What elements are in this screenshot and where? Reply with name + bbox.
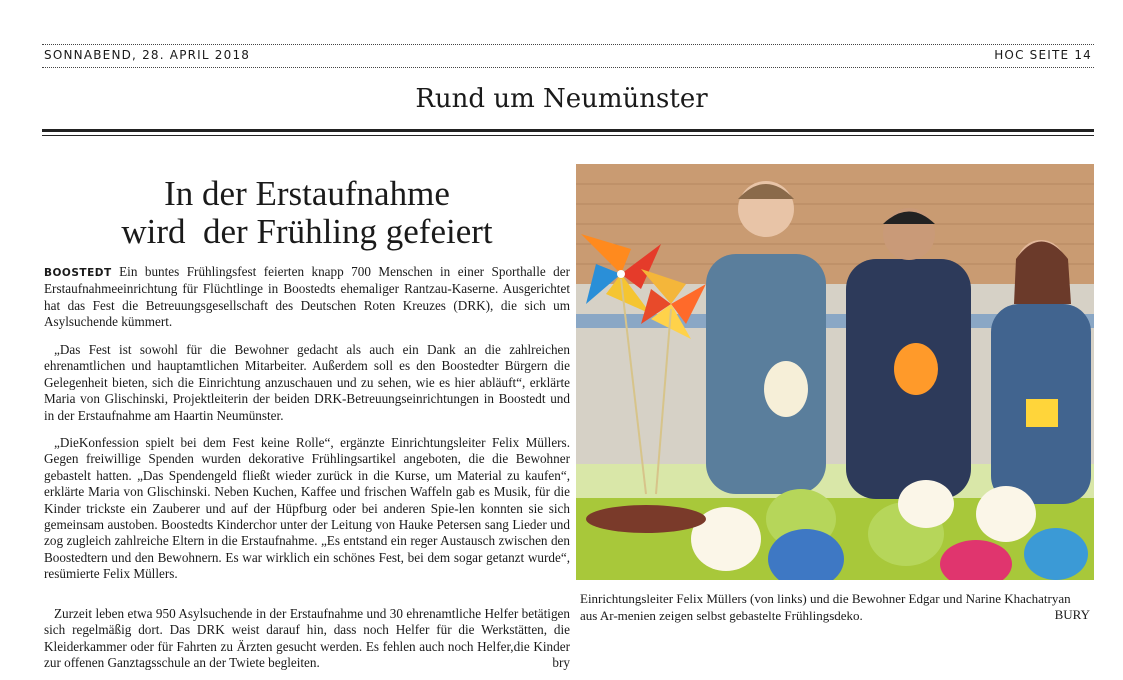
section-rule-thick xyxy=(42,129,1094,132)
paragraph-1-text: Ein buntes Frühlingsfest feierten knapp 700 Menschen in einer Sporthalle der Erstaufnahmeeinrichtung für Flüchtlinge in Boostedts ehemaliger Rantzau-Kaserne. Ausgerichtet hat das Fest die Betreuungsgesellschaft des Deutschen Roten Kreuzes (DRK), die sich um Asylsuchende kümmert. xyxy=(44,264,571,330)
paragraph-4-text: Zurzeit leben etwa 950 Asylsuchende in der Erstaufnahme und 30 ehrenamtliche Helfer betätigen sich regelmäßig dort. Das DRK weist darauf hin, dass noch Helfer für die Werkstätten, die Kleiderkammer oder für Fahrten zu Ärzten gesucht werden. Es fehlen auch noch Helfer,die Kinder zur offenen Ganztagsschule an der Twiete begleiten. xyxy=(44,606,570,671)
article-headline xyxy=(42,175,572,251)
page-number: HOC SEITE 14 xyxy=(994,48,1092,62)
headline-line-1: In der Erstaufnahme xyxy=(164,174,450,213)
issue-date: SONNABEND, 28. APRIL 2018 xyxy=(44,48,251,62)
section-title: Rund um Neumünster xyxy=(415,84,708,114)
photo-credit: BURY xyxy=(1054,607,1090,622)
photo-caption: Einrichtungsleiter Felix Müllers (von links) und die Bewohner Edgar und Narine Khachatryan aus Ar-menien zeigen selbst gebastelte Frühlingsdeko. xyxy=(580,591,1071,623)
article-photo xyxy=(576,164,1094,580)
article-paragraph-4 xyxy=(44,606,570,672)
article-paragraph-1 xyxy=(44,264,570,331)
section-rule-thin xyxy=(42,135,1094,136)
photo-illustration xyxy=(576,164,1094,580)
headline-line-2: wird der Frühling gefeiert xyxy=(121,212,493,251)
article-paragraph-2: „Das Fest ist sowohl für die Bewohner gedacht als auch ein Dank an die zahlreichen ehrenamtlichen und hauptamtlichen Mitarbeiter. Außerdem soll es den Boostedter Bürgern die Gelegenheit bieten, sich die Einrichtung anzuschauen und zu sehen, wie es hier abläuft“, erklärte Maria von Glischinski, Projektleiterin der beiden DRK-Betreuungseinrichtungen in Boostedt und in der Erstaufnahme am Haartin Neumünster. xyxy=(44,342,570,423)
author-signature: bry xyxy=(552,655,570,671)
article-paragraph-3: „DieKonfession spielt bei dem Fest keine Rolle“, ergänzte Einrichtungsleiter Felix Müllers. Gegen freiwillige Spenden wurden dekorative Frühlingsartikel angeboten, die die Bewohner gebastelt hatten. „Das Spendengeld fließt wieder zurück in die Kurse, um Material zu kaufen“, erklärte Maria von Glischinski. Neben Kuchen, Kaffee und frischen Waffeln gab es Musik, für die Kinder trickste ein Zauberer und auf der Hüpfburg oder bei anderen Spie-len konnten sie sich gemeinsam austoben. Boostedts Kinderchor unter der Leitung von Hauke Petersen sang Lieder und zog zugleich zahlreiche Eltern in die Erstaufnahme. „Es entstand ein reger Austausch zwischen den Boostedtern und den Bewohnern. Es war wirklich ein schönes Fest, bei dem sogar getanzt wurde“, resümierte Felix Müllers. xyxy=(44,435,570,582)
page-header xyxy=(42,44,1094,68)
dateline-kicker: BOOSTEDT xyxy=(44,267,112,279)
